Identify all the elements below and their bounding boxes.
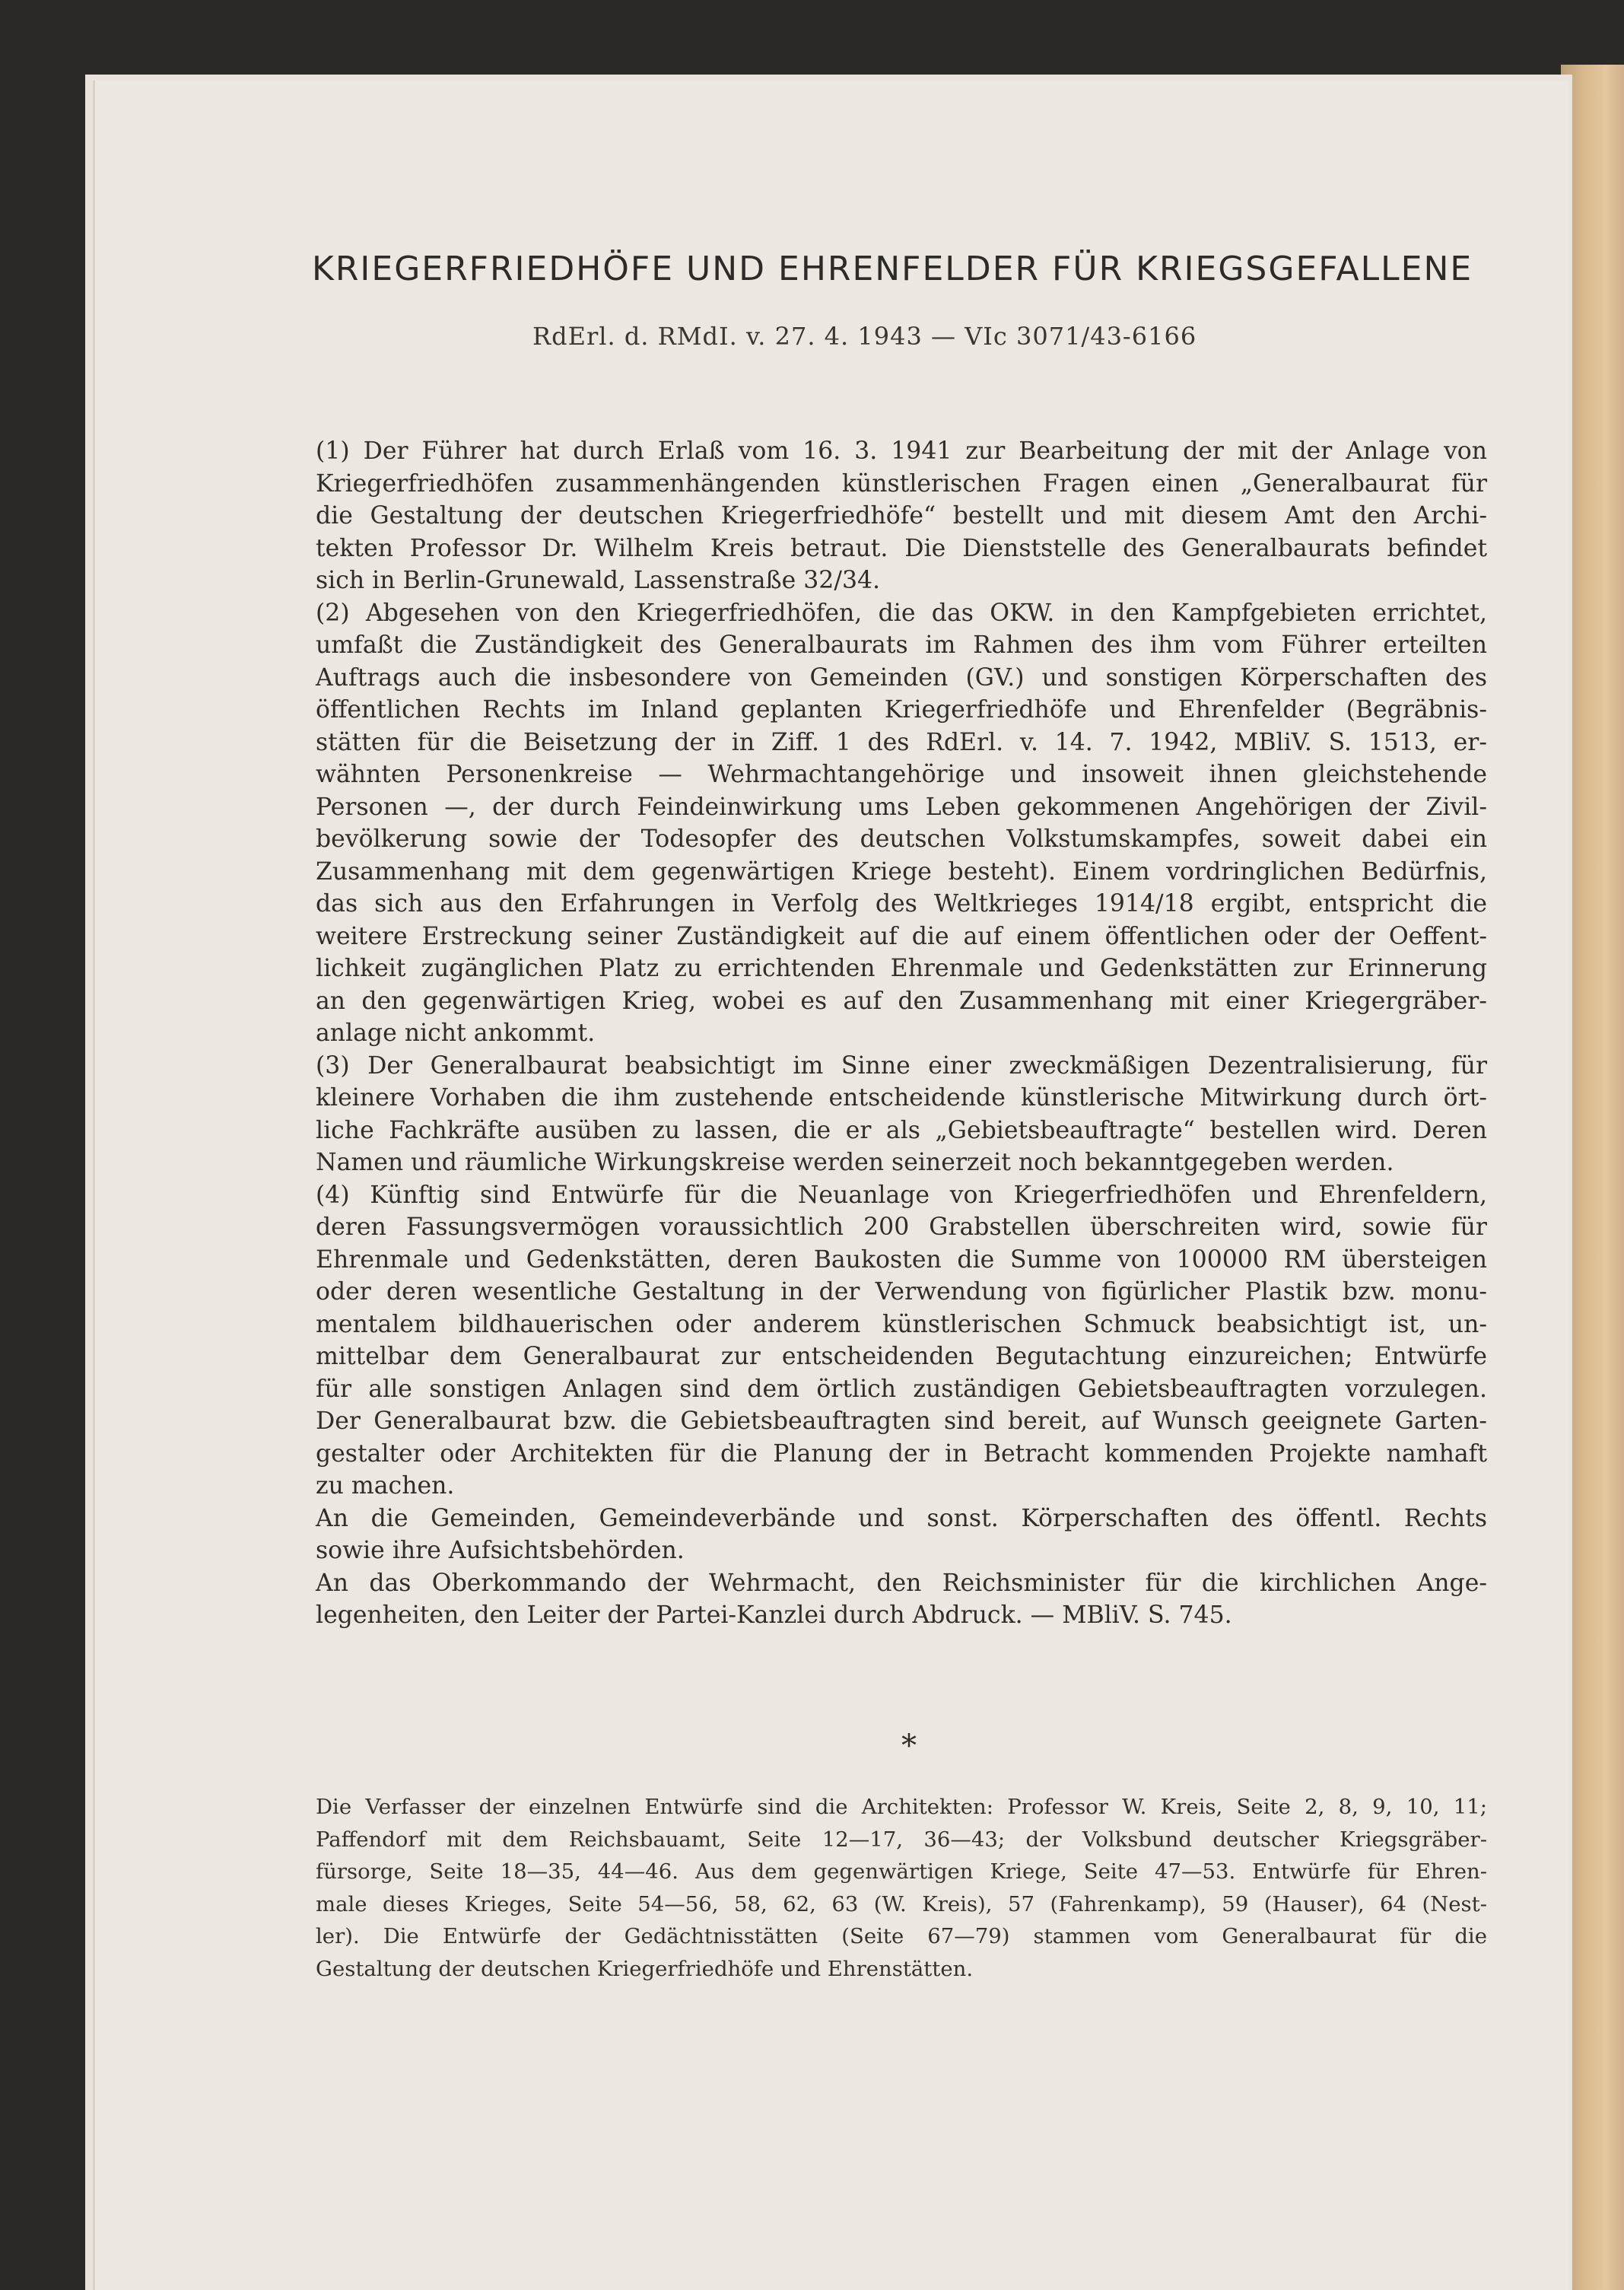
body-line: (2) Abgesehen von den Kriegerfriedhöfen, die das OKW. in den Kampfgebieten errichtet, [316,599,1487,627]
body-line: tekten Professor Dr. Wilhelm Kreis betraut. Die Dienststelle des Generalbaurats befindet [316,534,1487,562]
body-line: Namen und räumliche Wirkungskreise werden seinerzeit noch bekanntgegeben werden. [316,1149,1394,1176]
body-line: oder deren wesentliche Gestaltung in der Verwendung von figürlicher Plastik bzw. monu- [316,1278,1487,1306]
body-line: (3) Der Generalbaurat beabsichtigt im Sinne einer zweckmäßigen Dezentralisierung, für [316,1051,1487,1080]
footnote [316,1794,1487,1988]
body-line: gestalter oder Architekten für die Planung der in Betracht kommenden Projekte namhaft [316,1439,1487,1468]
body-line: Ehrenmale und Gedenkstätten, deren Baukosten die Summe von 100000 RM übersteigen [316,1245,1487,1274]
body-line: sowie ihre Aufsichtsbehörden. [316,1537,685,1564]
body-line: anlage nicht ankommt. [316,1019,596,1047]
body-line: Kriegerfriedhöfen zusammenhängenden künstlerischen Fragen einen „Generalbaurat für [316,469,1487,498]
body-line: Auftrags auch die insbesondere von Gemeinden (GV.) und sonstigen Körperschaften des [316,663,1487,692]
document-title: KRIEGERFRIEDHÖFE UND EHRENFELDER FÜR KRIEGSGEFALLENE [312,250,1473,288]
body-line: (1) Der Führer hat durch Erlaß vom 16. 3. 1941 zur Bearbeitung der mit der Anlage von [316,437,1487,465]
body-line: sich in Berlin-Grunewald, Lassenstraße 32/34. [316,567,881,594]
body-line: weitere Erstreckung seiner Zuständigkeit auf die auf einem öffentlichen oder der Oeffent- [316,922,1487,950]
section-separator: * [901,1729,917,1764]
body-line: wähnten Personenkreise — Wehrmachtangehörige und insoweit ihnen gleichstehende [316,761,1487,788]
body-text [316,435,1487,1632]
body-line: deren Fassungsvermögen voraussichtlich 200 Grabstellen überschreiten wird, sowie für [316,1213,1487,1241]
body-line: An die Gemeinden, Gemeindeverbände und sonst. Körperschaften des öffentl. Rechts [316,1504,1487,1532]
document-subtitle: RdErl. d. RMdI. v. 27. 4. 1943 — VIc 3071/43-6166 [532,322,1197,351]
body-line: mittelbar dem Generalbaurat zur entscheidenden Begutachtung einzureichen; Entwürfe [316,1343,1487,1370]
body-line: umfaßt die Zuständigkeit des Generalbaurats im Rahmen des ihm vom Führer erteilten [316,631,1487,659]
body-line: für alle sonstigen Anlagen sind dem örtlich zuständigen Gebietsbeauftragten vorzulegen. [316,1375,1487,1403]
body-line: lichkeit zugänglichen Platz zu errichtenden Ehrenmale und Gedenkstätten zur Erinnerung [316,955,1487,982]
body-line: Der Generalbaurat bzw. die Gebietsbeauftragten sind bereit, auf Wunsch geeignete Garten- [316,1407,1487,1435]
footnote-line: Paffendorf mit dem Reichsbauamt, Seite 12—17, 36—43; der Volksbund deutscher Kriegsgräber- [316,1827,1487,1852]
footnote-line: male dieses Krieges, Seite 54—56, 58, 62, 63 (W. Kreis), 57 (Fahrenkamp), 59 (Hauser), 64 (Nest- [316,1891,1487,1916]
body-line: Zusammenhang mit dem gegenwärtigen Kriege besteht). Einem vordringlichen Bedürfnis, [316,857,1487,886]
body-line: an den gegenwärtigen Krieg, wobei es auf den Zusammenhang mit einer Kriegergräber- [316,987,1487,1015]
body-line: liche Fachkräfte ausüben zu lassen, die er als „Gebietsbeauftragte“ bestellen wird. Deren [316,1116,1487,1144]
body-line: An das Oberkommando der Wehrmacht, den Reichsminister für die kirchlichen Ange- [316,1569,1487,1597]
body-line: legenheiten, den Leiter der Partei-Kanzlei durch Abdruck. — MBliV. S. 745. [316,1601,1232,1629]
body-line: öffentlichen Rechts im Inland geplanten Kriegerfriedhöfe und Ehrenfelder (Begräbnis- [316,696,1487,724]
footnote-line: Die Verfasser der einzelnen Entwürfe sind die Architekten: Professor W. Kreis, Seite 2, 8, 9, 10, 11; [316,1795,1487,1819]
body-line: stätten für die Beisetzung der in Ziff. 1 des RdErl. v. 14. 7. 1942, MBliV. S. 1513, er- [316,728,1487,756]
body-line: kleinere Vorhaben die ihm zustehende entscheidende künstlerische Mitwirkung durch ört- [316,1084,1487,1112]
footnote-line: ler). Die Entwürfe der Gedächtnisstätten (Seite 67—79) stammen vom Generalbaurat für die [316,1924,1487,1948]
body-line: zu machen. [316,1472,455,1500]
footnote-line: fürsorge, Seite 18—35, 44—46. Aus dem gegenwärtigen Kriege, Seite 47—53. Entwürfe für Ehren- [316,1859,1487,1884]
footnote-line: Gestaltung der deutschen Kriegerfriedhöfe und Ehrenstätten. [316,1956,974,1981]
body-line: (4) Künftig sind Entwürfe für die Neuanlage von Kriegerfriedhöfen und Ehrenfeldern, [316,1181,1487,1209]
body-line: das sich aus den Erfahrungen in Verfolg des Weltkrieges 1914/18 ergibt, entspricht die [316,890,1487,918]
body-line: bevölkerung sowie der Todesopfer des deutschen Volkstumskampfes, soweit dabei ein [316,825,1487,853]
body-line: die Gestaltung der deutschen Kriegerfriedhöfe“ bestellt und mit diesem Amt den Archi- [316,502,1487,530]
body-line: mentalem bildhauerischen oder anderem künstlerischen Schmuck beabsichtigt ist, un- [316,1310,1487,1338]
body-line: Personen —, der durch Feindeinwirkung ums Leben gekommenen Angehörigen der Zivil- [316,793,1487,821]
